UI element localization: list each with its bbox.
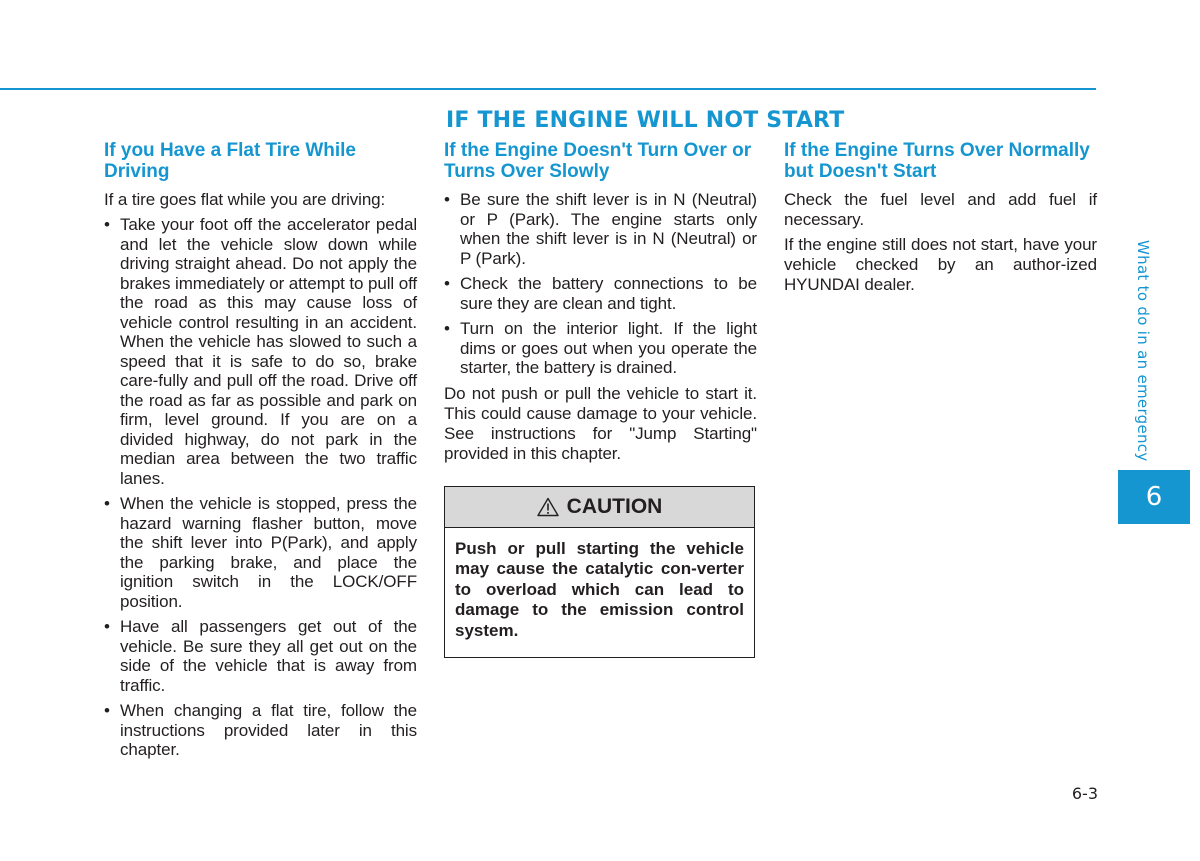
bullet-dot: • [104,494,110,513]
chapter-side-label: What to do in an emergency [1134,240,1152,462]
list-item-text: Turn on the interior light. If the light dims or goes out when you operate the starter, the battery is drained. [460,319,757,377]
fuel-paragraph: Check the fuel level and add fuel if necessary. [784,190,1097,229]
bullet-dot: • [104,215,110,234]
caution-header [445,487,754,528]
jump-start-paragraph: Do not push or pull the vehicle to start it. This could cause damage to your vehicle. See instructions for "Jump Starting" provided in this chapter. [444,383,757,463]
list-item-text: Take your foot off the accelerator pedal and let the vehicle slow down while driving straight ahead. Do not apply the brakes immediately or attempt to pull off the road as this may cause loss of vehicle control resulting in an accident. When the vehicle has slowed to such a speed that it is safe to do so, brake care-fully and pull off the road. Drive off the road as far as possible and park on firm, level ground. If you are on a divided highway, do not park in the median area between the two traffic lanes. [120,215,418,488]
bullet-dot: • [444,274,450,293]
engine-no-turn-title: If the Engine Doesn't Turn Over or Turns Over Slowly [444,140,752,182]
caution-label: CAUTION [566,494,663,518]
flat-tire-title: If you Have a Flat Tire While Driving [104,140,356,182]
engine-no-turn-list [444,190,757,378]
top-rule [0,88,1096,90]
page-number: 6-3 [1071,784,1098,803]
list-item [444,190,757,268]
list-item-text: When the vehicle is stopped, press the hazard warning flasher button, move the shift lever into P(Park), and apply the parking brake, and place the ignition switch in the LOCK/OFF position. [120,494,417,611]
flat-tire-list [104,215,417,760]
warning-triangle-icon [537,497,559,517]
engine-no-start-title: If the Engine Turns Over Normally but Doesn't Start [784,140,1090,182]
list-item-text: When changing a flat tire, follow the instructions provided later in this chapter. [120,701,417,759]
flat-tire-intro: If a tire goes flat while you are driving: [104,190,386,209]
list-item [444,319,757,378]
list-item-text: Check the battery connections to be sure they are clean and tight. [460,274,757,313]
list-item [104,494,417,611]
caution-box [444,486,755,659]
column-engine-no-start [784,140,1097,300]
list-item [104,701,417,760]
bullet-dot: • [104,617,110,636]
column-flat-tire [104,140,417,766]
column-engine-no-turn [444,140,757,658]
list-item [104,617,417,695]
bullet-dot: • [444,319,450,338]
chapter-number-tab [1118,470,1190,524]
list-item [444,274,757,313]
list-item-text: Be sure the shift lever is in N (Neutral) or P (Park). The engine starts only when the shift lever is in N (Neutral) or P (Park). [460,190,757,268]
list-item [104,215,417,488]
list-item-text: Have all passengers get out of the vehicle. Be sure they all get out on the side of the vehicle that is away from traffic. [120,617,417,695]
bullet-dot: • [104,701,110,720]
caution-text: Push or pull starting the vehicle may cause the catalytic con-verter to overload which can lead to damage to the emission control system. [455,538,744,640]
chapter-number: 6 [1145,482,1163,512]
section-heading: IF THE ENGINE WILL NOT START [446,108,845,133]
bullet-dot: • [444,190,450,209]
dealer-paragraph: If the engine still does not start, have your vehicle checked by an author-ized HYUNDAI dealer. [784,235,1097,294]
